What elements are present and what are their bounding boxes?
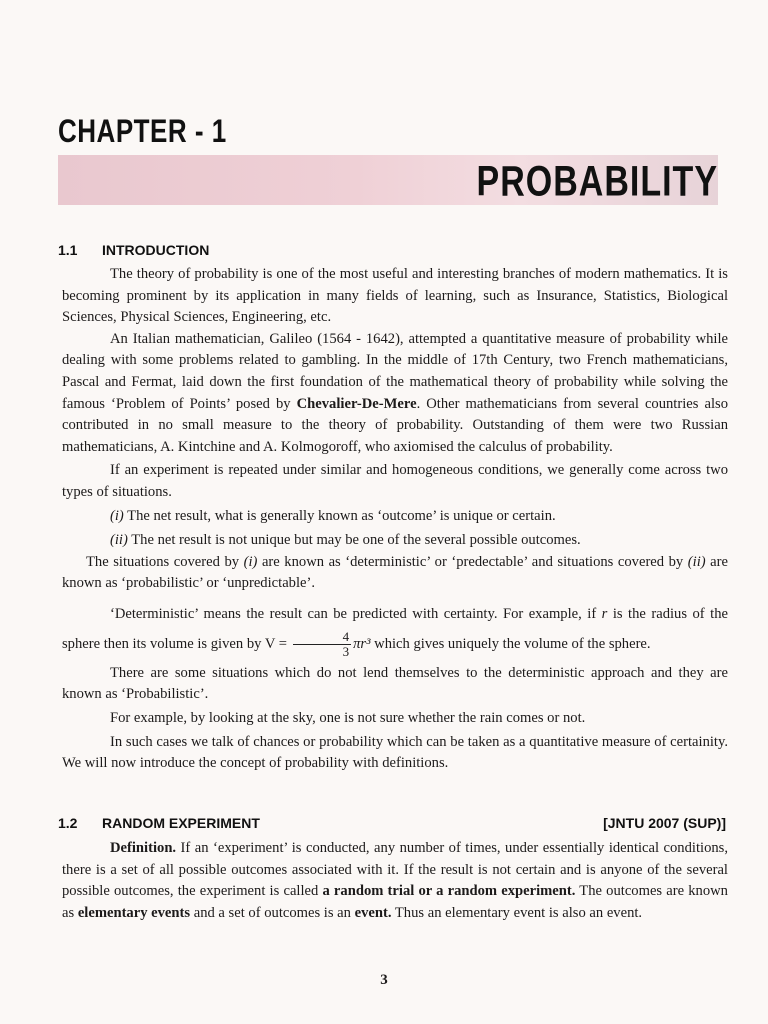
paragraph [62, 552, 728, 595]
introduction-body [62, 264, 728, 775]
paragraph [62, 838, 728, 924]
paragraph: There are some situations which do not lend themselves to the deterministic approach and they are known as ‘Probabilistic’. [62, 664, 728, 703]
section-heading-random-experiment [58, 815, 260, 831]
item-text: The net result is not unique but may be one of the several possible outcomes. [127, 531, 581, 548]
section-title: RANDOM EXPERIMENT [102, 815, 260, 831]
list-item [62, 528, 728, 552]
text: The situations covered by [86, 553, 244, 570]
random-experiment-body [62, 838, 728, 924]
section-title: INTRODUCTION [102, 242, 210, 258]
chapter-label: CHAPTER - 1 [58, 112, 227, 150]
formula-lhs: V = [264, 635, 291, 652]
bold-term: elementary events [77, 904, 191, 921]
section-number: 1.2 [58, 815, 78, 831]
paragraph: For example, by looking at the sky, one is not sure whether the rain comes or not. [110, 710, 586, 727]
text: . Other mathematicians from several countries also contributed in no small measure to the theory of probability. Outstanding of them were two Russian mathematicians, A. Kintchine and A. Kolmogoroff, who axiomised the calculus of probability. [62, 395, 728, 455]
exam-reference-tag: [JNTU 2007 (SUP)] [603, 815, 726, 831]
bold-term: Chevalier-De-Mere [296, 395, 417, 412]
paragraph: In such cases we talk of chances or probability which can be taken as a quantitative measure of certainity. We will now introduce the concept of probability with definitions. [62, 733, 728, 772]
text: If an ‘experiment’ is conducted, any number of times, under essentially identical conditions, there is a set of all possible outcomes associated with it. If the result is not certain and is anyone of the several possible outcomes, the experiment is called [62, 840, 728, 900]
text: and a set of outcomes is an [190, 904, 355, 921]
text: An Italian mathematician, Galileo (1564 - 1642), attempted a quantitative measure of probability while dealing with some problems related to gambling. In the middle of 17th Century, two French mathematicians, Pascal and Fermat, laid down the first foundation of the mathematical theory of probability while solving the famous ‘Problem of Points’ posed by [62, 330, 728, 412]
item-text: The net result, what is generally known as ‘outcome’ is unique or certain. [123, 507, 556, 524]
text: is the radius of the sphere then its volume is given by [62, 605, 728, 652]
item-label: (i) [110, 507, 124, 524]
fraction-denominator: 3 [342, 643, 350, 659]
section-number: 1.1 [58, 242, 78, 258]
page-number: 3 [380, 972, 388, 988]
paragraph [62, 329, 728, 459]
math-label: (ii) [687, 553, 706, 570]
formula-rhs: πr³ [353, 635, 371, 652]
fraction-numerator: 4 [293, 630, 352, 645]
volume-formula [264, 628, 371, 659]
text: are known as ‘deterministic’ or ‘predectable’ and situations covered by [257, 553, 688, 570]
math-var: r [601, 605, 608, 622]
text: The outcomes are known as [62, 883, 728, 921]
text: Thus an elementary event is also an event. [391, 904, 643, 921]
paragraph [62, 599, 728, 659]
text: which gives uniquely the volume of the sphere. [370, 635, 651, 652]
math-label: (i) [243, 553, 258, 570]
paragraph: The theory of probability is one of the most useful and interesting branches of modern mathematics. It is becoming prominent by its application in many fields of learning, such as Insurance, Statistics, Biological Sciences, Physical Sciences, Engineering, etc. [62, 266, 728, 326]
bold-term: a random trial or a random experiment. [322, 883, 576, 900]
text: are known as ‘probabilistic’ or ‘unpredictable’. [62, 553, 728, 592]
item-label: (ii) [110, 531, 128, 548]
text: ‘Deterministic’ means the result can be predicted with certainty. For example, if [110, 605, 602, 622]
definition-label: Definition. [110, 840, 177, 856]
bold-term: event. [354, 904, 392, 921]
formula-fraction [293, 630, 352, 659]
paragraph: If an experiment is repeated under similar and homogeneous conditions, we generally come across two types of situations. [62, 462, 728, 500]
section-heading-introduction [58, 242, 209, 258]
chapter-title: PROBABILITY [476, 158, 718, 206]
list-item [62, 504, 728, 528]
